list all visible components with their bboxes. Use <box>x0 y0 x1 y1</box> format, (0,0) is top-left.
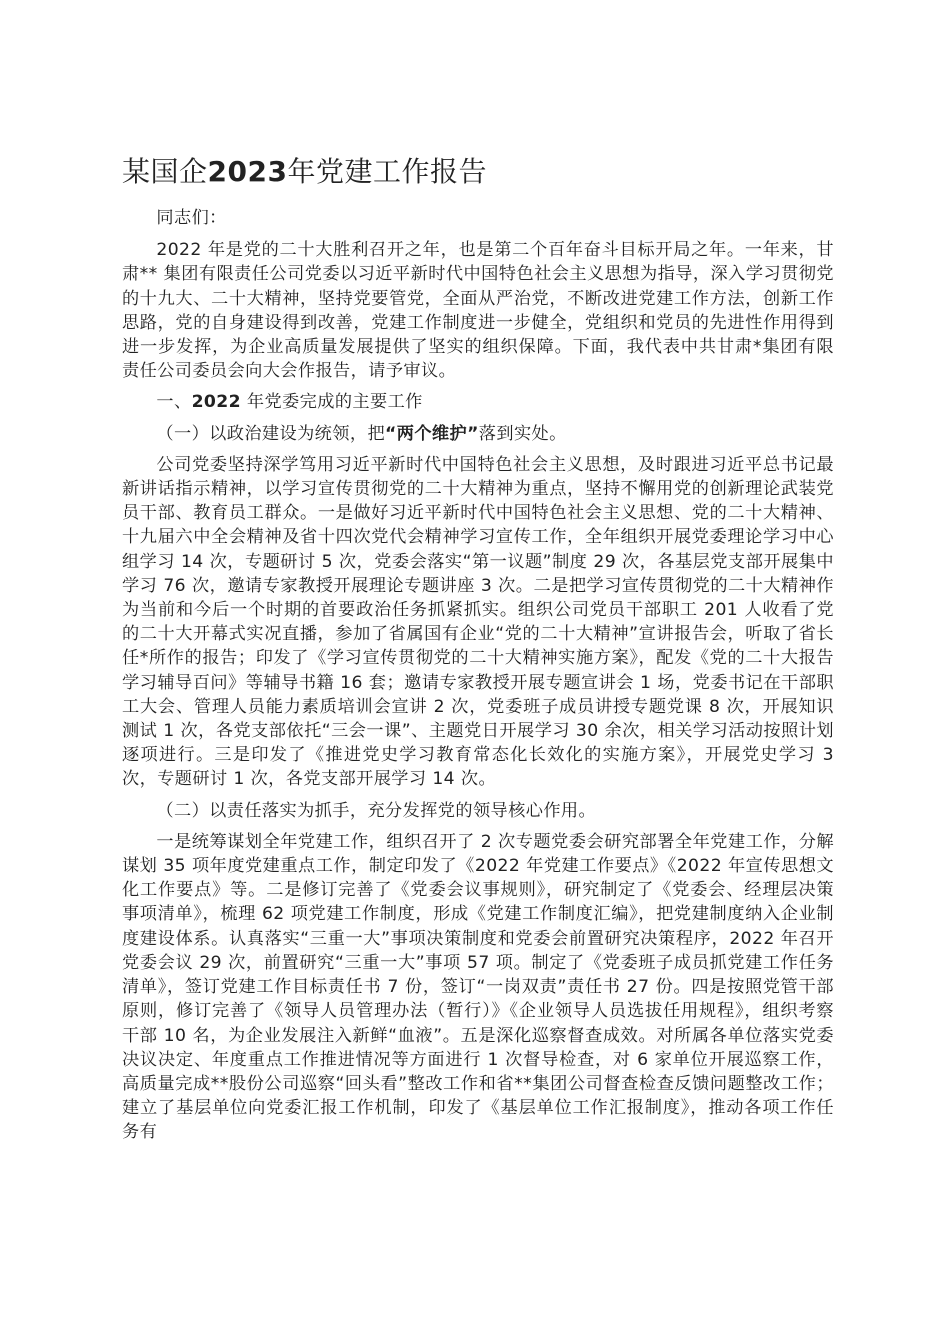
section1-year: 2022 <box>191 392 242 413</box>
sub1-prefix: （一）以政治建设为统领，把 <box>156 423 386 444</box>
title-prefix: 某国企 <box>122 155 208 188</box>
title-suffix: 年党建工作报告 <box>287 155 487 188</box>
sub1-quote: “两个维护” <box>385 423 479 444</box>
subsection-heading-1 <box>122 422 834 446</box>
salutation: 同志们： <box>156 208 227 228</box>
subsection-heading-2: （二）以责任落实为抓手，充分发挥党的领导核心作用。 <box>156 800 597 821</box>
section1-suffix: 年党委完成的主要工作 <box>241 392 423 413</box>
paragraph-political-building: 公司党委坚持深学笃用习近平新时代中国特色社会主义思想，及时跟进习近平总书记最新讲话指示精神，以学习宣传贯彻党的二十大精神为重点，坚持不懈用党的创新理论武装党员干部、教育员工群众。一是做好习近平新时代中国特色社会主义思想、党的二十大精神、十九届六中全会精神及省十四次党代会精神学习宣传工作，全年组织开展党委理论学习中心组学习 14 次，专题研讨 5 次，党委会落实“第一议题”制度 29 次，各基层党支部开展集中学习 76 次，邀请专家教授开展理论专题讲座 3 次。二是把学习宣传贯彻党的二十大精神作为当前和今后一个时期的首要政治任务抓紧抓实。组织公司党员干部职工 201 人收看了党的二十大开幕式实况直播，参加了省属国有企业“党的二十大精神”宣讲报告会，听取了省长任*所作的报告；印发了《学习宣传贯彻党的二十大精神实施方案》，配发《党的二十大报告学习辅导百问》等辅导书籍 16 套；邀请专家教授开展专题宣讲会 1 场，党委书记在干部职工大会、管理人员能力素质培训会宣讲 2 次，党委班子成员讲授专题党课 8 次，开展知识测试 1 次，各党支部依托“三会一课”、主题党日开展学习 30 余次，相关学习活动按照计划逐项进行。三是印发了《推进党史学习教育常态化长效化的实施方案》，开展党史学习 3 次，专题研讨 1 次，各党支部开展学习 14 次。 <box>122 454 834 790</box>
intro-paragraph: 2022 年是党的二十大胜利召开之年，也是第二个百年奋斗目标开局之年。一年来，甘肃** 集团有限责任公司党委以习近平新时代中国特色社会主义思想为指导，深入学习贯彻党的十九大、二十大精神，坚持党要管党，全面从严治党，不断改进党建工作方法，创新工作思路，党的自身建设得到改善，党建工作制度进一步健全，党组织和党员的先进性作用得到进一步发挥，为企业高质量发展提供了坚实的组织保障。下面，我代表中共甘肃*集团有限责任公司委员会向大会作报告，请予审议。 <box>122 240 834 382</box>
document-body <box>122 152 834 1152</box>
title-year: 2023 <box>207 155 288 188</box>
sub1-suffix: 落到实处。 <box>478 423 567 444</box>
section1-prefix: 一、 <box>156 392 192 413</box>
section-heading-1 <box>122 390 834 414</box>
document-title <box>122 152 834 192</box>
paragraph-responsibility: 一是统筹谋划全年党建工作，组织召开了 2 次专题党委会研究部署全年党建工作，分解谋划 35 项年度党建重点工作，制定印发了《2022 年党建工作要点》《2022 年宣传思想文化工作要点》等。二是修订完善了《党委会议事规则》，研究制定了《党委会、经理层决策事项清单》，梳理 62 项党建工作制度，形成《党建工作制度汇编》，把党建制度纳入企业制度建设体系。认真落实“三重一大”事项决策制度和党委会前置研究决策程序，2022 年召开党委会议 29 次，前置研究“三重一大”事项 57 项。制定了《党委班子成员抓党建工作任务清单》，签订党建工作目标责任书 7 份，签订“一岗双责”责任书 27 份。四是按照党管干部原则，修订完善了《领导人员管理办法（暂行）》《企业领导人员选拔任用规程》，组织考察干部 10 名，为企业发展注入新鲜“血液”。五是深化巡察督查成效。对所属各单位落实党委决议决定、年度重点工作推进情况等方面进行 1 次督导检查，对 6 家单位开展巡察工作，高质量完成**股份公司巡察“回头看”整改工作和省**集团公司督查检查反馈问题整改工作；建立了基层单位向党委汇报工作机制，印发了《基层单位工作汇报制度》，推动各项工作任务有 <box>122 831 834 1143</box>
